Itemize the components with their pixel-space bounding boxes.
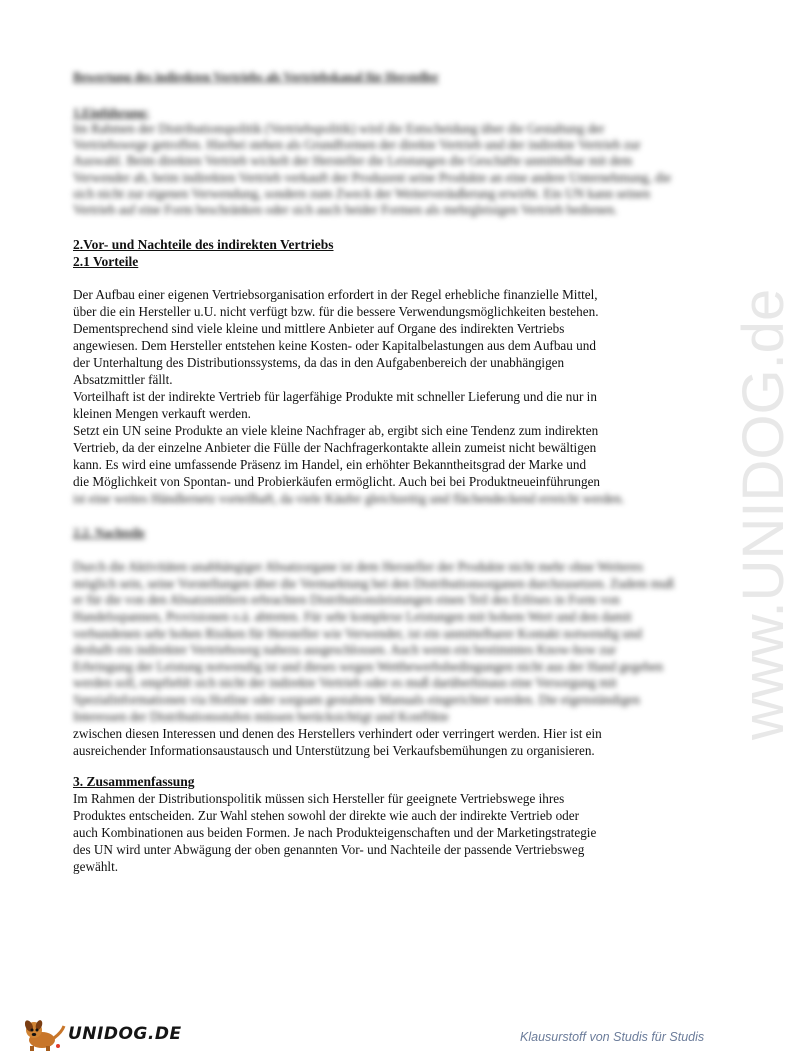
footer-tagline: Klausurstoff von Studis für Studis (520, 1030, 705, 1044)
vorteile-line: der Unterhaltung des Distributionssystems, da das in den Aufgabenbereich der unabhängigen (73, 355, 565, 371)
section-3-heading: 3. Zusammenfassung (73, 774, 195, 790)
vorteile-line: angewiesen. Dem Hersteller entstehen keine Kosten- oder Kapitalbelastungen aus dem Aufbau und (73, 338, 596, 354)
section-2-2-heading: 2.2. Nachteile (73, 526, 145, 541)
vorteile-line: kleinen Mengen verkauft werden. (73, 406, 251, 422)
intro-heading: 1.Einführung: (73, 106, 150, 120)
summary-line: auch Kombinationen aus beiden Formen. Je nach Produkteigenschaften und der Marketingstrategie (73, 825, 597, 841)
vorteile-line: die Möglichkeit von Spontan- und Probierkäufen ermöglicht. Auch bei bei Produktneueinführungen (73, 474, 601, 490)
summary-line: gewählt. (73, 859, 119, 875)
nachteile-blurred-paragraph: Durch die Aktivitäten unabhängiger Absatzorgane ist dem Hersteller der Produkte nicht mehr ohne Weiteres möglich sein, seine Vorstellungen über die Vermarktung bei den Distributionsorganen durchzusetzen. Zudem muß er für die von den Absatzmittlern erbrachten Distributionsleistungen einen Teil des Erlöses in Form von Handelsspannen, Provisionen o.ä. abtreten. Für sehr komplexe Leistungen mit hohem Wert und den damit verbundenen sehr hohen Risiken für Hersteller wie Verwender, ist ein unmittelbarer Kontakt notwendig und deshalb ein indirekter Vertriebsweg nahezu ausgeschlossen. Auch wenn ein bestimmtes Know-how zur Erbringung der Leistung notwendig ist und dieses wegen Wettbewerbsbedingungen nicht aus der Hand gegeben werden soll, empfiehlt sich nicht der indirekte Vertrieb oder es muß darüberhinaus eine Versorgung mit Spezialinformationen via Hotline oder sorgsam gestaltete Manuals eingerichtet werden. Die eigenständigen Interessen der Distributionsstufen müssen berücksichtigt und Konflikte (73, 559, 675, 724)
watermark-text: www.UNIDOG.de (731, 288, 796, 740)
nachteile-paragraph (73, 725, 683, 759)
vorteile-line: Der Aufbau einer eigenen Vertriebsorganisation erfordert in der Regel erhebliche finanzielle Mittel, (73, 287, 598, 303)
document-title: Bewertung des indirekten Vertriebs als Vertriebskanal für Hersteller (73, 70, 439, 84)
dog-mascot-icon (22, 1016, 68, 1052)
document-body (73, 70, 683, 875)
vorteile-paragraph (73, 286, 683, 507)
vorteile-line: Setzt ein UN seine Produkte an viele kleine Nachfrager ab, ergibt sich eine Tendenz zum indirekten (73, 423, 599, 439)
section-2-1-heading: 2.1 Vorteile (73, 254, 139, 270)
vorteile-line: über die ein Hersteller u.U. nicht verfügt bzw. für die bessere Verwendungsmöglichkeiten bestehen. (73, 304, 599, 320)
nachteile-line: ausreichender Informationsaustausch und Unterstützung bei Verkaufsbemühungen zu organisieren. (73, 743, 595, 759)
section-2-heading: 2.Vor- und Nachteile des indirekten Vertriebs (73, 237, 334, 253)
vorteile-line: Vertrieb, da der einzelne Anbieter die Fülle der Nachfragerkontakte allein zumeist nicht bewältigen (73, 440, 597, 456)
summary-line: des UN wird unter Abwägung der oben genannten Vor- und Nachteile der passende Vertriebsweg (73, 842, 585, 858)
vorteile-line: Absatzmittler fällt. (73, 372, 173, 388)
vorteile-line: Dementsprechend sind viele kleine und mittlere Anbieter auf Organe des indirekten Vertriebs (73, 321, 565, 337)
summary-line: Produktes entscheiden. Zur Wahl stehen sowohl der direkte wie auch der indirekte Vertrieb oder (73, 808, 580, 824)
vorteile-blurred-text: ist eine weites Händlernetz vorteilhaft, da viele Käufer gleichzeitig und flächendeckend erreicht werden. (73, 491, 625, 507)
unidog-logo[interactable] (22, 1016, 182, 1052)
nachteile-line: zwischen diesen Interessen und denen des Herstellers verhindert oder verringert werden. Hier ist ein (73, 726, 602, 742)
vorteile-line: kann. Es wird eine umfassende Präsenz im Handel, ein erhöhter Bekanntheitsgrad der Marke und (73, 457, 587, 473)
summary-line: Im Rahmen der Distributionspolitik müssen sich Hersteller für geeignete Vertriebswege ihres (73, 791, 565, 807)
vorteile-line: Vorteilhaft ist der indirekte Vertrieb für lagerfähige Produkte mit schneller Lieferung und die nur in (73, 389, 597, 405)
summary-paragraph (73, 790, 683, 875)
intro-paragraph: Im Rahmen der Distributionspolitik (Vertriebspolitik) wird die Entscheidung über die Gestaltung der Vertriebswege getroffen. Hierbei stehen als Grundformen der direkte Vertrieb und der indirekte Vertrieb zur Auswahl. Beim direkten Vertrieb wickelt der Hersteller die Leistungen die Geschäfte unmittelbar mit dem Verwender ab, beim indirekten Vertrieb verkauft der Produzent seine Produkte an eine andere Unternehmung, die sich nicht zur eigenen Verwendung, sondern zum Zweck der Weiterveräußerung erwirbt. Ein UN kann seinen Vertrieb auf eine Form beschränken oder sich auch beider Formen als mehrgleisigen Vertrieb bedienen. (73, 121, 672, 218)
logo-text: UNIDOG.DE (68, 1024, 182, 1044)
